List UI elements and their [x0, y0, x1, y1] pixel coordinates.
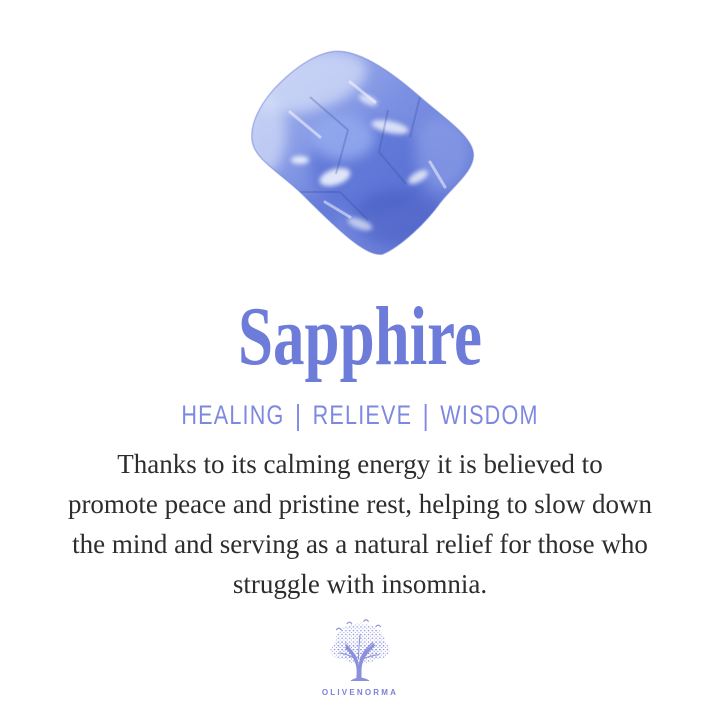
gemstone-description	[0, 444, 720, 604]
gemstone-keywords	[72, 400, 648, 432]
description-line: promote peace and pristine rest, helping to slow down	[67, 489, 653, 519]
bird-icon	[364, 620, 369, 622]
brand-name: OLIVENORMA	[321, 688, 399, 697]
description-line: the mind and serving as a natural relief for those who	[72, 529, 648, 559]
sapphire-stone-image	[240, 42, 480, 257]
keyword-relieve: RELIEVE	[312, 400, 413, 430]
keyword-wisdom: WISDOM	[440, 400, 539, 430]
gemstone-title: Sapphire	[238, 290, 482, 383]
keyword-separator: |	[294, 400, 303, 432]
bird-icon	[347, 622, 352, 624]
description-line: struggle with insomnia.	[232, 569, 488, 599]
keyword-healing: HEALING	[181, 400, 285, 430]
bird-icon	[376, 625, 381, 627]
brand-logo-block	[0, 618, 720, 697]
sapphire-stone-svg	[240, 42, 480, 257]
description-line: Thanks to its calming energy it is believed to	[117, 449, 603, 479]
bird-icon	[337, 628, 342, 630]
keyword-separator: |	[422, 400, 430, 432]
olive-tree-icon	[326, 618, 394, 682]
